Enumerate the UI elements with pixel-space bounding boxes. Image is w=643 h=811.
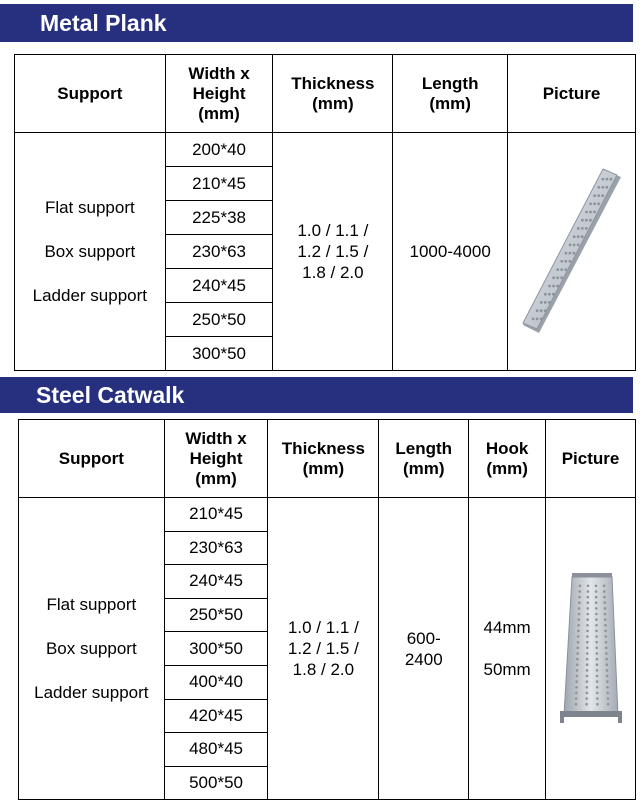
perforation-hole xyxy=(576,243,579,246)
thickness-line: 1.2 / 1.5 / xyxy=(287,639,359,659)
perforation-hole xyxy=(568,251,571,254)
section-banner-steel-catwalk xyxy=(0,377,633,413)
steel-catwalk-table xyxy=(18,419,636,800)
perforation-hole xyxy=(586,635,589,638)
perforation-hole xyxy=(552,276,555,279)
perforation-hole xyxy=(595,652,598,655)
header-support: Support xyxy=(19,420,165,498)
length-line: 2400 xyxy=(404,649,443,669)
header-line: Length xyxy=(421,73,479,93)
perforation-hole xyxy=(586,607,589,610)
perforation-hole xyxy=(593,210,596,213)
perforation-hole xyxy=(604,624,607,627)
header-line: (mm) xyxy=(312,93,354,113)
header-width-height xyxy=(164,420,268,498)
section-banner-metal-plank xyxy=(0,4,633,42)
perforation-hole xyxy=(585,657,588,660)
perforation-hole xyxy=(585,652,588,655)
perforation-hole xyxy=(605,652,608,655)
perforation-hole xyxy=(548,292,551,295)
perforation-hole xyxy=(552,284,555,287)
perforation-hole xyxy=(603,607,606,610)
perforation-hole xyxy=(586,624,589,627)
perforation-hole xyxy=(605,185,608,188)
header-line: (mm) xyxy=(195,468,237,488)
support-type: Ladder support xyxy=(32,285,148,305)
perforation-hole xyxy=(595,657,598,660)
perforation-hole xyxy=(578,595,581,598)
perforation-hole xyxy=(606,691,609,694)
perforation-hole xyxy=(586,618,589,621)
perforation-hole xyxy=(560,259,563,262)
perforation-hole xyxy=(577,629,580,632)
perforation-hole xyxy=(585,703,588,706)
perforation-hole xyxy=(606,703,609,706)
header-hook xyxy=(469,420,546,498)
perforation-hole xyxy=(576,227,579,230)
perforation-hole xyxy=(604,646,607,649)
size-cell: 480*45 xyxy=(164,733,268,767)
perforation-hole xyxy=(589,218,592,221)
header-row xyxy=(19,420,636,498)
perforation-hole xyxy=(577,612,580,615)
perforation-hole xyxy=(576,652,579,655)
picture-cell xyxy=(508,133,636,371)
perforation-hole xyxy=(564,259,567,262)
perforation-hole xyxy=(585,218,588,221)
perforation-hole xyxy=(593,194,596,197)
perforation-hole xyxy=(596,703,599,706)
perforation-hole xyxy=(575,680,578,683)
support-type: Flat support xyxy=(44,197,135,217)
perforation-hole xyxy=(560,276,563,279)
perforation-hole xyxy=(539,301,542,304)
perforation-hole xyxy=(575,686,578,689)
perforation-hole xyxy=(594,601,597,604)
perforation-hole xyxy=(539,309,542,312)
perforation-hole xyxy=(597,202,600,205)
size-cell: 210*45 xyxy=(165,167,273,201)
perforation-hole xyxy=(603,612,606,615)
perforation-hole xyxy=(572,235,575,238)
hook-cell xyxy=(469,498,546,800)
perforation-hole xyxy=(589,210,592,213)
perforation-hole xyxy=(578,590,581,593)
size-cell: 400*40 xyxy=(164,665,268,699)
perforation-hole xyxy=(574,703,577,706)
perforation-hole xyxy=(576,646,579,649)
header-line: (mm) xyxy=(402,458,445,478)
header-line: Height xyxy=(192,83,246,103)
size-cell: 250*50 xyxy=(165,303,273,337)
header-line: (mm) xyxy=(486,458,528,478)
perforation-hole xyxy=(576,235,579,238)
perforation-hole xyxy=(606,680,609,683)
perforation-hole xyxy=(576,635,579,638)
table-row xyxy=(19,498,636,532)
size-cell: 300*50 xyxy=(164,632,268,666)
perforation-hole xyxy=(605,657,608,660)
perforation-hole xyxy=(578,601,581,604)
perforation-hole xyxy=(580,235,583,238)
perforation-hole xyxy=(604,635,607,638)
header-row xyxy=(15,55,636,133)
perforation-hole xyxy=(568,243,571,246)
hook-value: 50mm xyxy=(483,659,531,679)
perforation-hole xyxy=(595,686,598,689)
perforation-hole xyxy=(586,641,589,644)
support-cell xyxy=(15,133,166,371)
perforation-hole xyxy=(597,185,600,188)
perforation-hole xyxy=(585,686,588,689)
perforation-hole xyxy=(578,584,581,587)
perforation-hole xyxy=(543,309,546,312)
perforation-hole xyxy=(594,584,597,587)
perforation-hole xyxy=(556,276,559,279)
header-picture: Picture xyxy=(508,55,636,133)
perforation-hole xyxy=(585,663,588,666)
perforation-hole xyxy=(595,607,598,610)
perforation-hole xyxy=(586,595,589,598)
perforation-hole xyxy=(603,618,606,621)
size-cell: 240*45 xyxy=(164,565,268,599)
perforation-hole xyxy=(556,268,559,271)
perforation-hole xyxy=(548,284,551,287)
table-row xyxy=(15,133,636,167)
perforation-hole xyxy=(586,590,589,593)
perforation-hole xyxy=(531,317,534,320)
perforation-hole xyxy=(586,584,589,587)
perforation-hole xyxy=(585,674,588,677)
thickness-line: 1.8 / 2.0 xyxy=(292,660,355,680)
header-line: Width x xyxy=(188,63,250,83)
perforation-hole xyxy=(574,697,577,700)
perforation-hole xyxy=(605,177,608,180)
perforation-hole xyxy=(603,595,606,598)
header-line: (mm) xyxy=(302,458,345,478)
perforation-hole xyxy=(595,674,598,677)
steel-catwalk-image xyxy=(558,571,624,727)
size-cell: 230*63 xyxy=(165,235,273,269)
perforation-hole xyxy=(585,669,588,672)
header-line: Length xyxy=(395,438,453,458)
perforation-hole xyxy=(605,674,608,677)
header-thickness xyxy=(273,55,393,133)
perforation-hole xyxy=(575,691,578,694)
support-type: Box support xyxy=(44,241,136,261)
header-width-height xyxy=(165,55,273,133)
perforation-hole xyxy=(595,680,598,683)
thickness-cell xyxy=(273,133,393,371)
perforation-hole xyxy=(602,584,605,587)
perforation-hole xyxy=(604,629,607,632)
header-line: Width x xyxy=(185,428,247,448)
length-cell: 1000-4000 xyxy=(393,133,508,371)
perforation-hole xyxy=(595,618,598,621)
perforation-hole xyxy=(575,669,578,672)
metal-plank-table xyxy=(14,54,636,371)
perforation-hole xyxy=(585,680,588,683)
perforation-hole xyxy=(576,657,579,660)
size-cell: 225*38 xyxy=(165,201,273,235)
perforation-hole xyxy=(577,607,580,610)
header-length xyxy=(393,55,508,133)
perforation-hole xyxy=(568,259,571,262)
perforation-hole xyxy=(577,618,580,621)
perforation-hole xyxy=(586,646,589,649)
perforation-hole xyxy=(589,202,592,205)
header-line: Thickness xyxy=(291,73,375,93)
perforation-hole xyxy=(594,590,597,593)
perforation-hole xyxy=(603,590,606,593)
size-cell: 420*45 xyxy=(164,699,268,733)
perforation-hole xyxy=(595,629,598,632)
perforation-hole xyxy=(596,697,599,700)
length-line: 600- xyxy=(406,628,441,648)
length-cell xyxy=(379,498,469,800)
perforation-hole xyxy=(595,624,598,627)
perforation-hole xyxy=(543,301,546,304)
perforation-hole xyxy=(572,243,575,246)
size-cell: 500*50 xyxy=(164,766,268,800)
perforation-hole xyxy=(595,646,598,649)
perforation-hole xyxy=(585,697,588,700)
perforation-hole xyxy=(586,601,589,604)
perforation-hole xyxy=(575,674,578,677)
section-title: Metal Plank xyxy=(40,9,167,36)
perforation-hole xyxy=(585,691,588,694)
perforation-hole xyxy=(604,641,607,644)
perforation-hole xyxy=(595,663,598,666)
header-picture: Picture xyxy=(546,420,636,498)
perforation-hole xyxy=(539,317,542,320)
size-cell: 230*63 xyxy=(164,531,268,565)
perforation-hole xyxy=(605,663,608,666)
perforation-hole xyxy=(544,292,547,295)
perforation-hole xyxy=(586,629,589,632)
section-title: Steel Catwalk xyxy=(36,381,185,408)
thickness-line: 1.0 / 1.1 / xyxy=(287,618,359,638)
perforation-hole xyxy=(595,612,598,615)
perforation-hole xyxy=(601,185,604,188)
hook-value: 44mm xyxy=(483,617,531,637)
perforation-hole xyxy=(535,317,538,320)
perforation-hole xyxy=(601,194,604,197)
perforation-hole xyxy=(595,669,598,672)
size-cell: 210*45 xyxy=(164,498,268,532)
header-line: Hook xyxy=(485,438,529,458)
support-type: Flat support xyxy=(46,594,137,614)
thickness-line: 1.8 / 2.0 xyxy=(302,263,364,282)
header-length xyxy=(379,420,469,498)
perforation-hole xyxy=(575,663,578,666)
picture-cell xyxy=(546,498,636,800)
perforation-hole xyxy=(609,177,612,180)
perforation-hole xyxy=(595,641,598,644)
header-line: Thickness xyxy=(281,438,365,458)
perforation-hole xyxy=(601,177,604,180)
thickness-line: 1.2 / 1.5 / xyxy=(297,242,369,261)
support-type: Ladder support xyxy=(34,682,149,702)
size-cell: 200*40 xyxy=(165,133,273,167)
perforation-hole xyxy=(593,202,596,205)
perforation-hole xyxy=(552,292,555,295)
header-line: (mm) xyxy=(198,103,240,123)
perforation-hole xyxy=(586,612,589,615)
perforation-hole xyxy=(580,227,583,230)
support-type: Box support xyxy=(45,638,137,658)
size-cell: 250*50 xyxy=(164,598,268,632)
size-cell: 300*50 xyxy=(165,337,273,371)
perforation-hole xyxy=(603,601,606,604)
header-line: Height xyxy=(189,448,243,468)
header-thickness xyxy=(268,420,379,498)
perforation-hole xyxy=(564,251,567,254)
perforation-hole xyxy=(576,641,579,644)
perforation-hole xyxy=(595,635,598,638)
perforation-hole xyxy=(605,669,608,672)
thickness-cell xyxy=(268,498,379,800)
perforation-hole xyxy=(597,194,600,197)
support-cell xyxy=(19,498,165,800)
header-line: (mm) xyxy=(429,93,471,113)
perforation-hole xyxy=(594,595,597,598)
perforation-hole xyxy=(581,218,584,221)
perforation-hole xyxy=(585,210,588,213)
header-support: Support xyxy=(15,55,166,133)
perforation-hole xyxy=(535,309,538,312)
thickness-line: 1.0 / 1.1 / xyxy=(297,221,369,240)
perforation-hole xyxy=(606,686,609,689)
perforation-hole xyxy=(560,268,563,271)
perforation-hole xyxy=(606,697,609,700)
perforation-hole xyxy=(572,251,575,254)
metal-plank-image xyxy=(517,167,627,337)
perforation-hole xyxy=(556,284,559,287)
perforation-hole xyxy=(595,691,598,694)
perforation-hole xyxy=(564,268,567,271)
perforation-hole xyxy=(584,227,587,230)
perforation-hole xyxy=(577,624,580,627)
perforation-hole xyxy=(547,301,550,304)
size-cell: 240*45 xyxy=(165,269,273,303)
